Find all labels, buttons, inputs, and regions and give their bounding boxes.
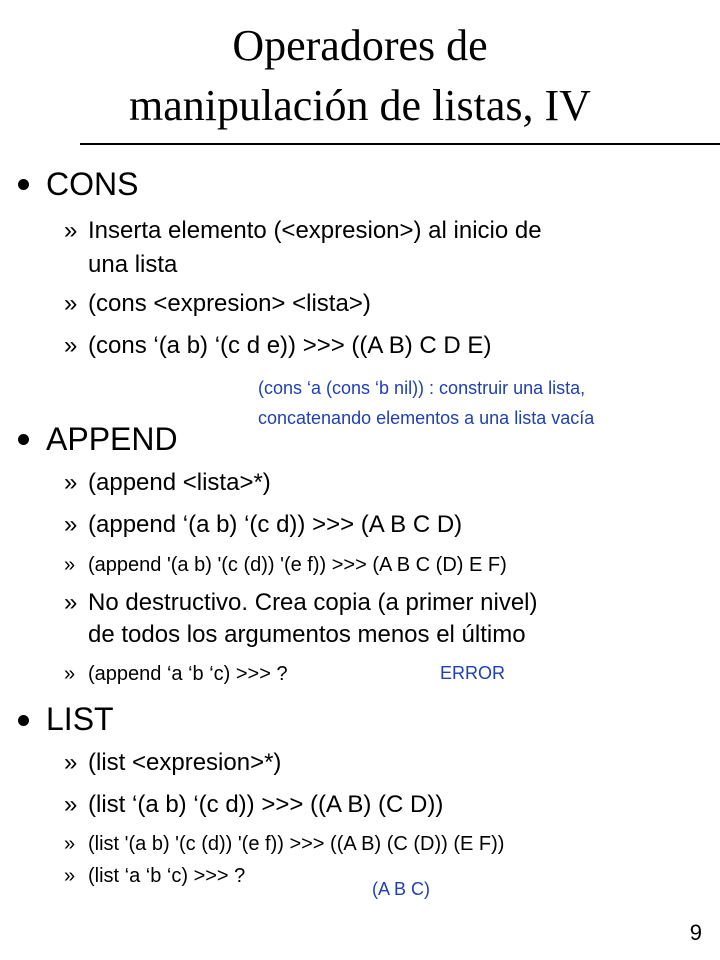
cons-item-2-text: (cons <expresion> <lista>) [88,290,371,317]
slide-title-line-1: Operadores de [232,21,488,70]
heading-append: APPEND [46,421,178,457]
sub-marker: » [64,217,78,244]
append-item-1-text: (append <lista>*) [88,469,271,496]
cons-item-1-line-1: Inserta elemento (<expresion>) al inicio de [88,217,542,244]
cons-note-line-2: concatenando elementos a una lista vacía [258,408,595,428]
append-note-error: ERROR [440,663,506,683]
page-number: 9 [689,920,702,945]
bullet-append [18,434,29,445]
heading-list: LIST [46,701,114,737]
sub-marker: » [64,749,78,776]
append-item-3-text: (append '(a b) '(c (d)) '(e f)) >>> (A B C (D) E F) [88,554,507,576]
list-item-1-text: (list <expresion>*) [88,749,282,776]
append-item-2-text: (append ‘(a b) ‘(c d)) >>> (A B C D) [88,511,463,538]
heading-cons: CONS [46,166,139,202]
sub-marker: » [64,589,78,616]
cons-note-line-1: (cons ‘a (cons ‘b nil)) : construir una lista, [258,378,586,398]
append-item-5-text: (append ‘a ‘b ‘c) >>> ? [88,663,288,685]
append-item-4-line-1: No destructivo. Crea copia (a primer nivel) [88,589,538,616]
sub-marker: » [64,865,76,887]
sub-marker: » [64,290,78,317]
title-divider [80,143,720,145]
sub-marker: » [64,791,78,818]
sub-marker: » [64,663,76,685]
bullet-cons [18,179,29,190]
sub-marker: » [64,554,76,576]
sub-marker: » [64,469,78,496]
list-item-3-text: (list '(a b) '(c (d)) '(e f)) >>> ((A B) (C (D)) (E F)) [88,833,505,855]
append-item-4-line-2: de todos los argumentos menos el último [88,621,526,648]
list-item-4-text: (list ‘a ‘b ‘c) >>> ? [88,865,246,887]
list-note-result: (A B C) [372,879,431,899]
list-item-2-text: (list ‘(a b) ‘(c d)) >>> ((A B) (C D)) [88,791,444,818]
bullet-list [18,715,29,726]
sub-marker: » [64,511,78,538]
slide-title-line-2: manipulación de listas, IV [129,81,591,130]
sub-marker: » [64,833,76,855]
cons-item-3-text: (cons ‘(a b) ‘(c d e)) >>> ((A B) C D E) [88,332,492,359]
cons-item-1-line-2: una lista [88,251,178,278]
sub-marker: » [64,332,78,359]
